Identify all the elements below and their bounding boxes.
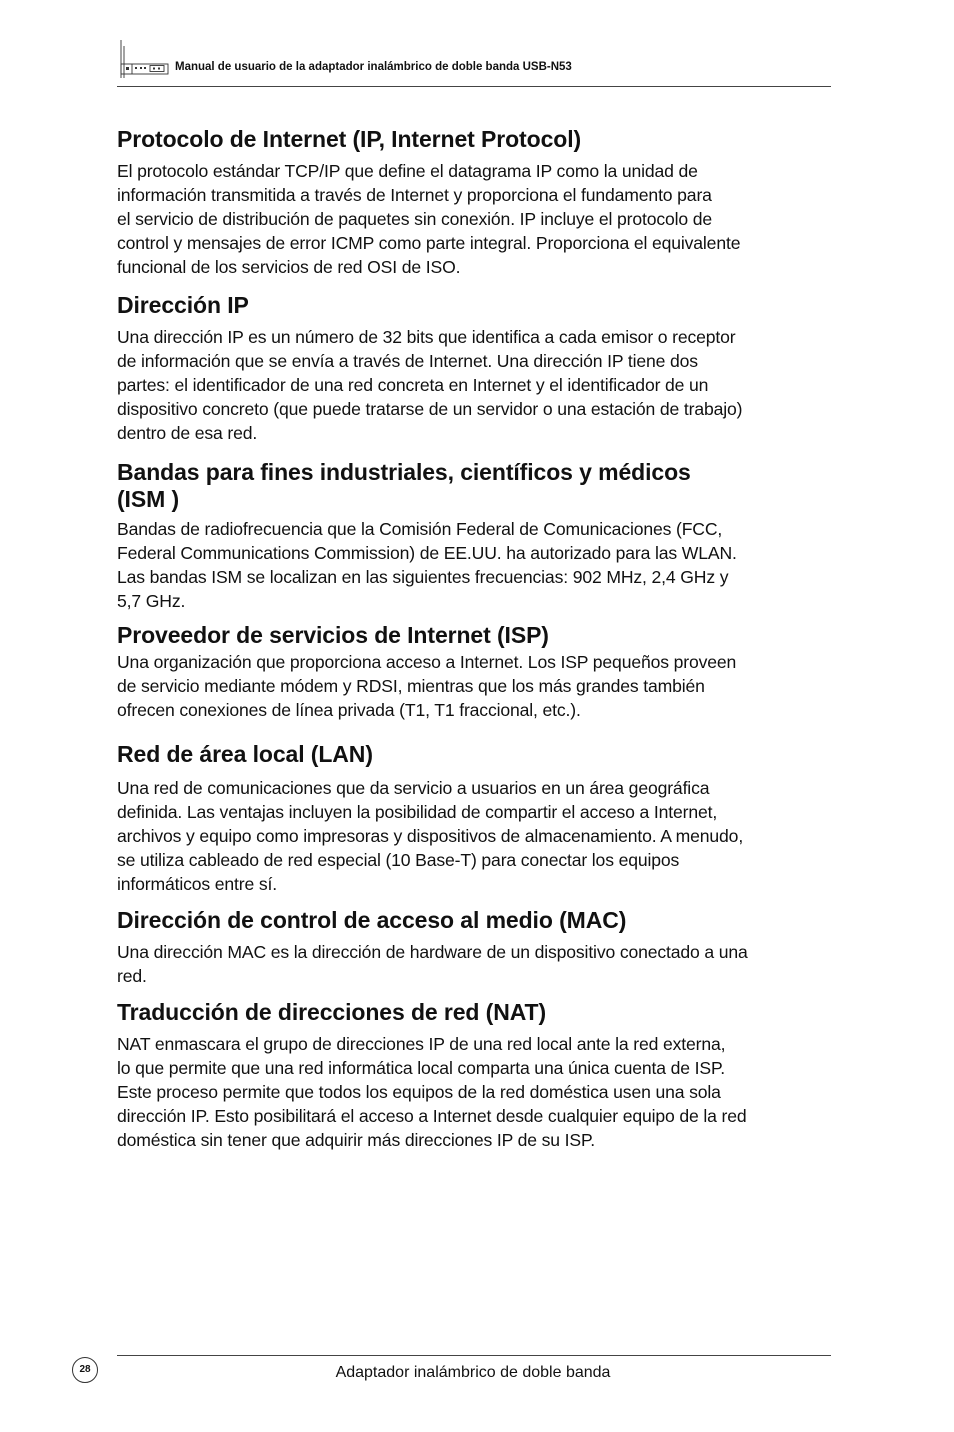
section-heading: Dirección IP xyxy=(117,292,249,318)
paragraph-line: 5,7 GHz. xyxy=(117,591,186,611)
paragraph-line: Una red de comunicaciones que da servicio a usuarios en un área geográfica xyxy=(117,778,710,798)
section-lan xyxy=(117,741,833,896)
document-body xyxy=(117,126,833,1152)
paragraph-line: doméstica sin tener que adquirir más direcciones IP de su ISP. xyxy=(117,1130,596,1150)
paragraph-line: Las bandas ISM se localizan en las siguientes frecuencias: 902 MHz, 2,4 GHz y xyxy=(117,567,729,587)
usb-adapter-logo-icon xyxy=(118,38,170,80)
section-paragraph xyxy=(117,517,833,613)
section-heading: Red de área local (LAN) xyxy=(117,741,373,767)
section-heading: Dirección de control de acceso al medio (MAC) xyxy=(117,907,627,933)
footer-text: Adaptador inalámbrico de doble banda xyxy=(335,1364,611,1381)
header-divider xyxy=(117,86,831,87)
paragraph-line: lo que permite que una red informática local comparta una única cuenta de ISP. xyxy=(117,1058,726,1078)
paragraph-line: definida. Las ventajas incluyen la posibilidad de compartir el acceso a Internet, xyxy=(117,802,718,822)
paragraph-line: Federal Communications Commission) de EE.UU. ha autorizado para las WLAN. xyxy=(117,543,737,563)
paragraph-line: partes: el identificador de una red concreta en Internet y el identificador de un xyxy=(117,375,709,395)
section-ip xyxy=(117,126,833,279)
page-number-badge: 28 xyxy=(72,1357,98,1383)
paragraph-line: archivos y equipo como impresoras y dispositivos de almacenamiento. A menudo, xyxy=(117,826,744,846)
section-paragraph xyxy=(117,1032,833,1152)
paragraph-line: control y mensajes de error ICMP como parte integral. Proporciona el equivalente xyxy=(117,233,741,253)
paragraph-line: Bandas de radiofrecuencia que la Comisión Federal de Comunicaciones (FCC, xyxy=(117,519,723,539)
section-heading: Protocolo de Internet (IP, Internet Protocol) xyxy=(117,126,582,152)
paragraph-line: de servicio mediante módem y RDSI, mientras que los más grandes también xyxy=(117,676,705,696)
paragraph-line: informáticos entre sí. xyxy=(117,874,277,894)
paragraph-line: funcional de los servicios de red OSI de ISO. xyxy=(117,257,461,277)
section-heading: Proveedor de servicios de Internet (ISP) xyxy=(117,622,549,648)
section-paragraph xyxy=(117,940,833,988)
heading-line: (ISM ) xyxy=(117,486,179,512)
paragraph-line: Una dirección IP es un número de 32 bits que identifica a cada emisor o receptor xyxy=(117,327,736,347)
header-title: Manual de usuario de la adaptador inalámbrico de doble banda USB-N53 xyxy=(175,61,572,73)
section-ip-address xyxy=(117,292,833,445)
section-nat xyxy=(117,999,833,1152)
paragraph-line: dirección IP. Esto posibilitará el acceso a Internet desde cualquier equipo de la red xyxy=(117,1106,747,1126)
section-paragraph xyxy=(117,325,833,445)
paragraph-line: red. xyxy=(117,966,147,986)
paragraph-line: El protocolo estándar TCP/IP que define el datagrama IP como la unidad de xyxy=(117,161,698,181)
section-paragraph xyxy=(117,650,833,722)
section-heading: Traducción de direcciones de red (NAT) xyxy=(117,999,547,1025)
paragraph-line: ofrecen conexiones de línea privada (T1, T1 fraccional, etc.). xyxy=(117,700,581,720)
paragraph-line: Este proceso permite que todos los equipos de la red doméstica usen una sola xyxy=(117,1082,721,1102)
section-mac xyxy=(117,907,833,988)
paragraph-line: información transmitida a través de Internet y proporciona el fundamento para xyxy=(117,185,712,205)
section-paragraph xyxy=(117,159,833,279)
section-paragraph xyxy=(117,776,833,896)
paragraph-line: NAT enmascara el grupo de direcciones IP de una red local ante la red externa, xyxy=(117,1034,726,1054)
footer-divider xyxy=(117,1355,831,1356)
section-heading xyxy=(117,459,833,513)
paragraph-line: Una dirección MAC es la dirección de hardware de un dispositivo conectado a una xyxy=(117,942,748,962)
paragraph-line: dispositivo concreto (que puede tratarse de un servidor o una estación de trabajo) xyxy=(117,399,743,419)
paragraph-line: de información que se envía a través de Internet. Una dirección IP tiene dos xyxy=(117,351,698,371)
paragraph-line: dentro de esa red. xyxy=(117,423,258,443)
heading-line: Bandas para fines industriales, científicos y médicos xyxy=(117,459,691,485)
paragraph-line: Una organización que proporciona acceso a Internet. Los ISP pequeños proveen xyxy=(117,652,737,672)
paragraph-line: el servicio de distribución de paquetes sin conexión. IP incluye el protocolo de xyxy=(117,209,713,229)
paragraph-line: se utiliza cableado de red especial (10 Base-T) para conectar los equipos xyxy=(117,850,680,870)
section-isp xyxy=(117,622,833,722)
section-ism xyxy=(117,459,833,613)
